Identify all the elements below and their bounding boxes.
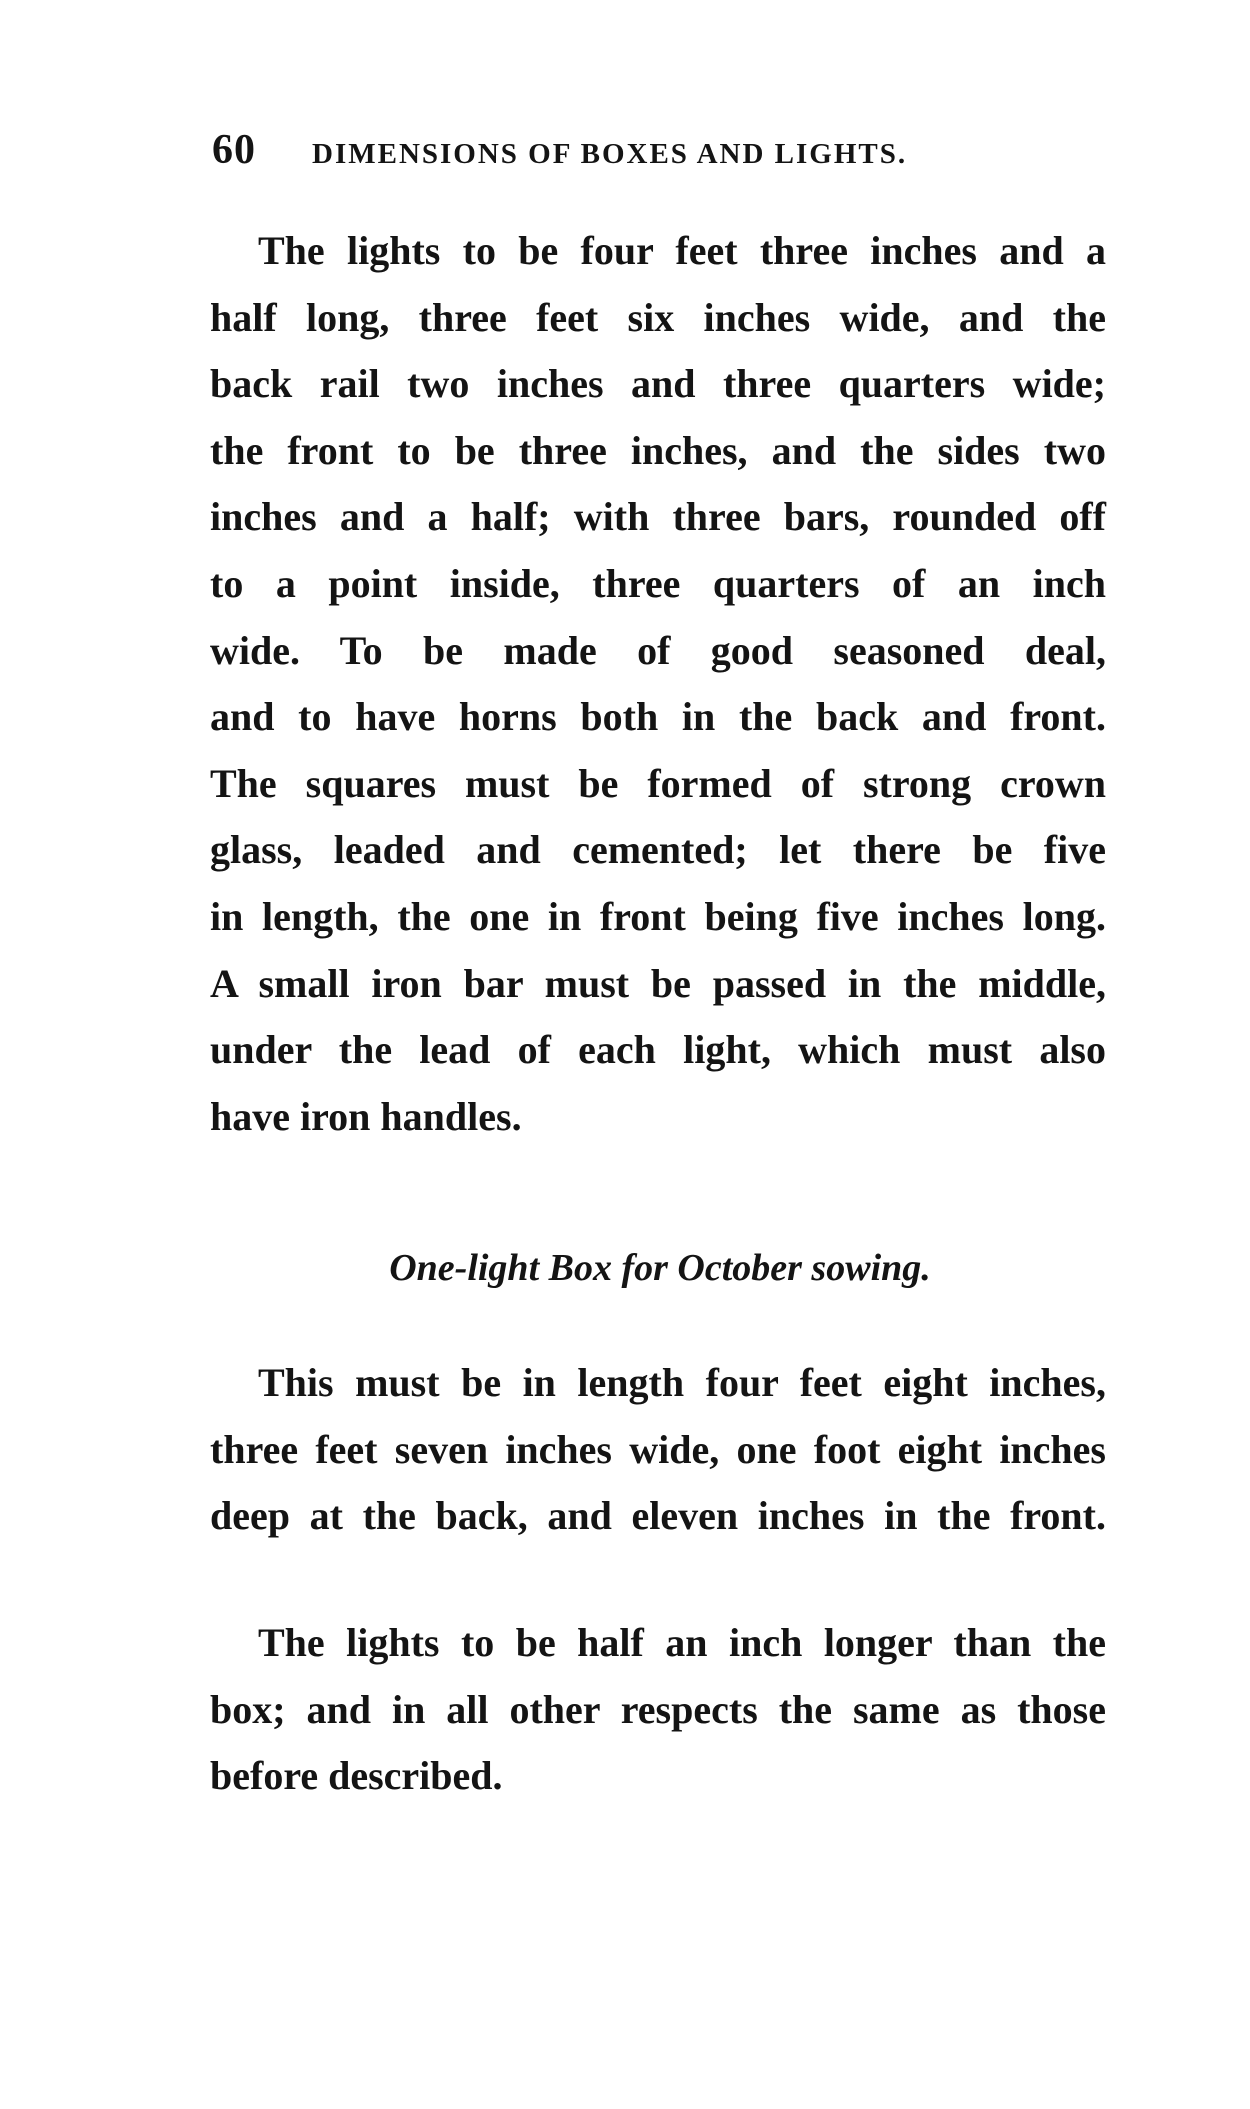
text-line: The lights to be half an inch longer than the: [258, 1620, 1106, 1665]
text-line: inches and a half; with three bars, rounded off: [210, 494, 1106, 540]
text-line: in length, the one in front being five inches long.: [210, 893, 1106, 939]
section-heading: One-light Box for October sowing.: [389, 1247, 931, 1289]
text-line: three feet seven inches wide, one foot eight inches: [210, 1426, 1106, 1472]
text-line: half long, three feet six inches wide, and the: [210, 294, 1106, 340]
text-line: deep at the back, and eleven inches in the front.: [210, 1493, 1106, 1539]
text-line: have iron handles.: [210, 1093, 522, 1139]
text-line: box; and in all other respects the same as those: [210, 1686, 1106, 1732]
text-line: A small iron bar must be passed in the middle,: [210, 960, 1106, 1006]
paragraph-lights-dimensions: [210, 218, 1106, 1150]
text-line: to a point inside, three quarters of an inch: [210, 560, 1106, 606]
paragraph-box-dimensions: [210, 1350, 1106, 1550]
text-line: The squares must be formed of strong crown: [210, 760, 1106, 806]
text-line: glass, leaded and cemented; let there be five: [210, 827, 1106, 873]
text-line: wide. To be made of good seasoned deal,: [210, 627, 1106, 673]
running-title: DIMENSIONS OF BOXES AND LIGHTS.: [312, 138, 908, 170]
text-line: the front to be three inches, and the sides two: [210, 427, 1106, 473]
paragraph-lights-length: [210, 1610, 1106, 1810]
running-head: [212, 126, 1112, 186]
text-line: The lights to be four feet three inches and a: [258, 228, 1106, 273]
text-line: under the lead of each light, which must also: [210, 1027, 1106, 1073]
text-line: back rail two inches and three quarters wide;: [210, 361, 1106, 407]
page-number: 60: [212, 127, 256, 173]
text-line: before described.: [210, 1753, 503, 1799]
text-line: and to have horns both in the back and front.: [210, 694, 1106, 740]
text-line: This must be in length four feet eight inches,: [258, 1360, 1106, 1405]
